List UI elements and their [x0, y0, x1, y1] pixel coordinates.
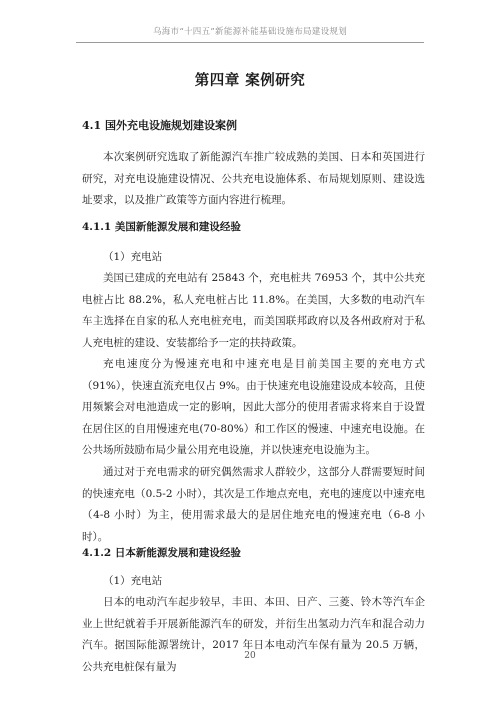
us-charging-stations-paragraph: 美国已建成的充电站有 25843 个，充电桩共 76953 个，其中公共充电桩占比 88.2%，私人充电桩占比 11.8%。在美国，大多数的电动汽车车主选择在自家的私人充电桩充电，而美国联邦政府以及各州政府对于私人充电桩的建设、安装都给予一定的扶持政策。 [82, 272, 425, 349]
header-divider [76, 42, 424, 43]
us-charging-speed-paragraph: 充电速度分为慢速充电和中速充电是目前美国主要的充电方式（91%），快速直流充电仅占 9%。由于快速充电设施建设成本较高，且使用频繁会对电池造成一定的影响，因此大部分的使用者需求将来自于设置在居住区的自用慢速充电(70-80%）和工作区的慢速、中速充电设施。在公共场所鼓励布局少量公用充电设施，并以快速充电设施为主。 [82, 358, 425, 456]
section-heading-4-1: 4.1 国外充电设施规划建设案例 [82, 119, 237, 132]
section-4-1-intro-paragraph: 本次案例研究选取了新能源汽车推广较成熟的美国、日本和英国进行研究，对充电设施建设情况、公共充电设施体系、布局规划原则、建设选址要求，以及推广政策等方面内容进行梳理。 [82, 151, 425, 206]
running-header: 乌海市“十四五”新能源补能基础设施布局建设规划 [152, 27, 348, 37]
us-charging-demand-paragraph: 通过对于充电需求的研究偶然需求人群较少，这部分人群需要短时间的快速充电（0.5-2 小时），其次是工作地点充电，充电的速度以中速充电（4-8 小时）为主，使用需求最大的是居住地充电的慢速充电（6-8 小时）。 [82, 466, 425, 543]
japan-ev-paragraph: 日本的电动汽车起步较早，丰田、本田、日产、三菱、铃木等汽车企业上世纪就着手开展新能源汽车的研发，并衍生出氢动力汽车和混合动力汽车。据国际能源署统计，2017 年日本电动汽车保有量为 20.5 万辆，公共充电桩保有量为 [82, 596, 425, 673]
subheading-charging-station-japan: （1）充电站 [103, 575, 163, 587]
chapter-title: 第四章 案例研究 [194, 72, 306, 89]
section-heading-4-1-1: 4.1.1 美国新能源发展和建设经验 [82, 221, 241, 233]
section-heading-4-1-2: 4.1.2 日本新能源发展和建设经验 [82, 547, 241, 559]
page-number: 20 [244, 651, 256, 661]
subheading-charging-station-us: （1）充电站 [103, 251, 163, 263]
